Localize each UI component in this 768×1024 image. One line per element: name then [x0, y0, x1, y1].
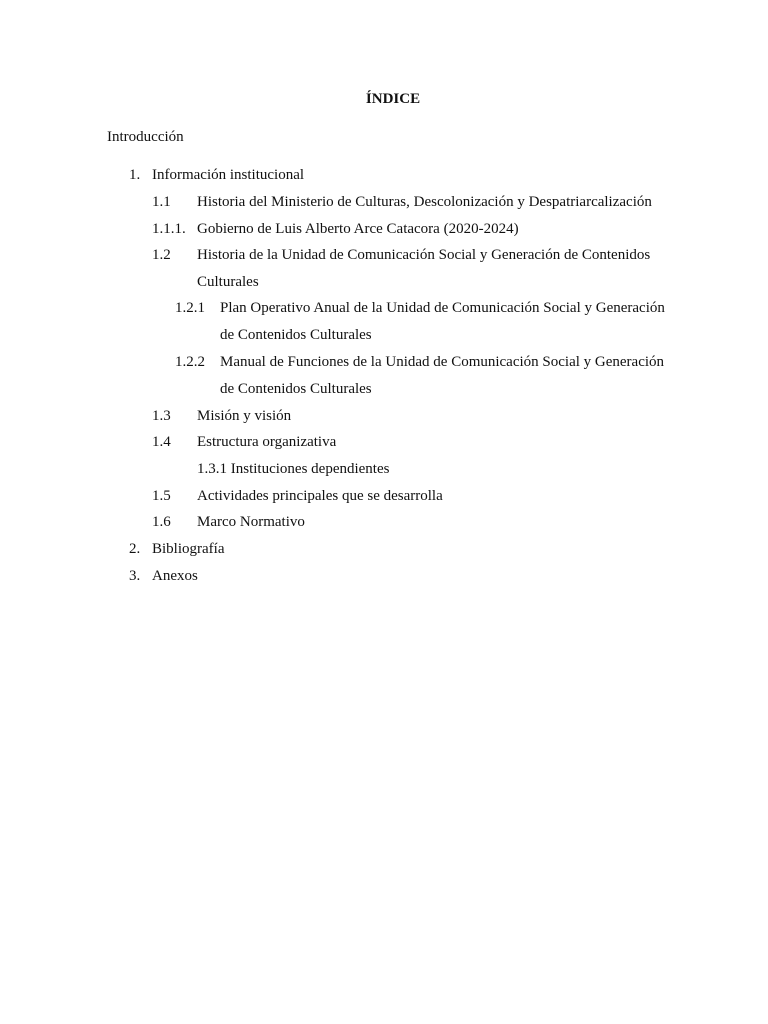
toc-number: 3.: [129, 568, 141, 584]
toc-introduction: Introducción: [107, 129, 184, 145]
toc-number: 1.1.1.: [152, 221, 186, 237]
page-title: ÍNDICE: [365, 91, 421, 107]
toc-number: 1.5: [152, 488, 171, 504]
toc-entry-continued: de Contenidos Culturales: [220, 327, 372, 343]
toc-number: 1.6: [152, 514, 171, 530]
toc-number: 1.: [129, 167, 141, 183]
toc-entry: Gobierno de Luis Alberto Arce Catacora (2020-2024): [197, 221, 519, 237]
toc-number: 1.1: [152, 194, 171, 210]
toc-number: 1.4: [152, 434, 171, 450]
toc-entry: Estructura organizativa: [197, 434, 337, 450]
toc-entry-continued: de Contenidos Culturales: [220, 381, 372, 397]
toc-entry: Marco Normativo: [197, 514, 305, 530]
toc-entry: Información institucional: [152, 167, 305, 183]
toc-entry: Historia de la Unidad de Comunicación Social y Generación de Contenidos: [197, 247, 651, 263]
toc-entry: Plan Operativo Anual de la Unidad de Comunicación Social y Generación: [220, 300, 665, 316]
toc-number: 2.: [129, 541, 141, 557]
toc-entry: Anexos: [152, 568, 198, 584]
toc-entry: Historia del Ministerio de Culturas, Descolonización y Despatriarcalización: [197, 194, 652, 210]
toc-entry: Misión y visión: [197, 408, 292, 424]
toc-entry: Bibliografía: [152, 541, 225, 557]
toc-entry: Actividades principales que se desarrolla: [197, 488, 443, 504]
toc-entry-continued: Culturales: [197, 274, 259, 290]
toc-entry: 1.3.1 Instituciones dependientes: [197, 461, 390, 477]
toc-number: 1.2.2: [175, 354, 205, 370]
toc-number: 1.2: [152, 247, 171, 263]
toc-number: 1.2.1: [175, 300, 205, 316]
toc-number: 1.3: [152, 408, 171, 424]
toc-entry: Manual de Funciones de la Unidad de Comunicación Social y Generación: [220, 354, 665, 370]
